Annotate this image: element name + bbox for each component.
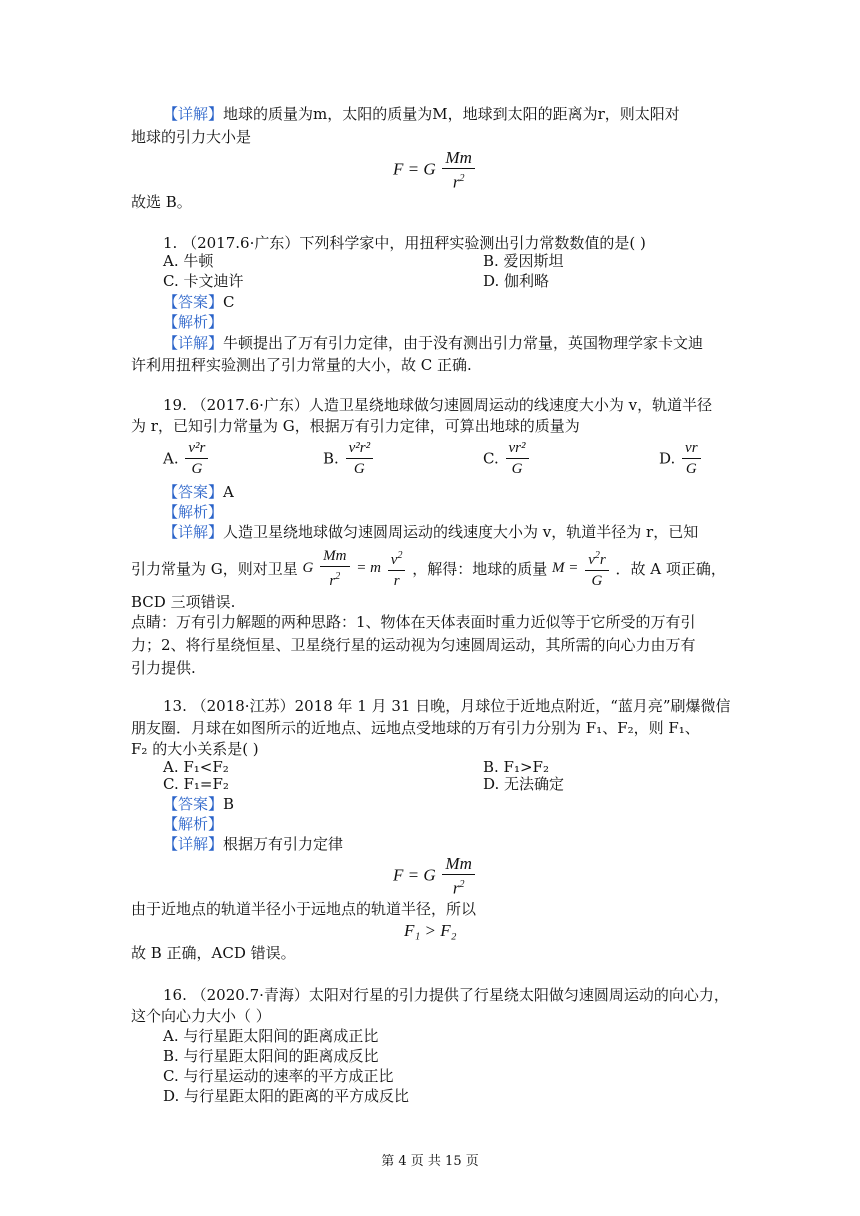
q16-stem-line-1: 16. （2020.7·青海）太阳对行星的引力提供了行星绕太阳做匀速圆周运动的向心力， — [163, 986, 729, 1004]
gravity-formula-2: F = G $\frac{Mm}{r^2}$ — [393, 854, 477, 899]
answer-tag: 【答案】 — [163, 795, 224, 813]
q19-detail-line-2: 引力常量为 G，则对卫星 G $\frac{Mm}{r^2}$ = m $\frac{v^2}{r}$ ，解得：地球的质量 M = $\frac{v^2r}{G}$ ．故 A 项正确， — [131, 548, 726, 589]
q1-detail-line-2: 许利用扭秤实验测出了引力常量的大小，故 C 正确. — [131, 356, 472, 374]
q16-option-a: A. 与行星距太阳间的距离成正比 — [163, 1027, 379, 1045]
detail-tag: 【详解】 — [163, 523, 224, 541]
q13-stem-line-2: 朋友圈．月球在如图所示的近地点、远地点受地球的万有引力分别为 F₁、F₂，则 F₁、 — [131, 719, 700, 737]
gravity-formula: F = G $\frac{Mm}{r^2}$ — [393, 148, 477, 193]
prev-detail-line-1: 【详解】地球的质量为m，太阳的质量为M，地球到太阳的距离为r，则太阳对 — [163, 105, 680, 123]
q19-stem-line-1: 19. （2017.6·广东）人造卫星绕地球做匀速圆周运动的线速度大小为 v，轨道半径 — [163, 396, 713, 414]
q13-option-d: D. 无法确定 — [483, 775, 565, 793]
prev-conclusion: 故选 B。 — [131, 193, 192, 211]
q19-option-b: B. $\frac{\text{v²r²}}{G}$ — [323, 438, 375, 479]
q19-note-line-3: 引力提供. — [131, 659, 196, 677]
q13-option-a: A. F₁<F₂ — [163, 758, 229, 776]
q1-detail-line-1: 【详解】牛顿提出了万有引力定律，由于没有测出引力常量，英国物理学家卡文迪 — [163, 334, 704, 352]
analysis-tag: 【解析】 — [163, 313, 224, 331]
q13-stem-line-3: F₂ 的大小关系是( ) — [131, 740, 259, 758]
q1-stem: 1. （2017.6·广东）下列科学家中，用扭秤实验测出引力常数数值的是( ) — [163, 234, 646, 252]
q16-stem-line-2: 这个向心力大小（ ） — [131, 1007, 271, 1025]
analysis-tag: 【解析】 — [163, 815, 224, 833]
prev-detail-line-2: 地球的引力大小是 — [131, 128, 252, 146]
q19-analysis — [163, 502, 223, 522]
detail-tag: 【详解】 — [163, 334, 224, 352]
q19-option-d: D. $\frac{vr}{G}$ — [659, 438, 703, 479]
q13-answer: 【答案】B — [163, 795, 235, 813]
detail-tag: 【详解】 — [163, 835, 224, 853]
q13-stem-line-1: 13. （2018·江苏）2018 年 1 月 31 日晚，月球位于近地点附近，“蓝月亮”刷爆微信 — [163, 697, 731, 715]
q13-analysis — [163, 814, 223, 834]
q16-option-c: C. 与行星运动的速率的平方成正比 — [163, 1067, 394, 1085]
q19-option-a: A. $\frac{\text{v²r}}{G}$ — [163, 438, 210, 479]
q13-detail-line-2: 由于近地点的轨道半径小于远地点的轨道半径，所以 — [131, 900, 477, 918]
q19-detail-line-1: 【详解】人造卫星绕地球做匀速圆周运动的线速度大小为 v，轨道半径为 r，已知 — [163, 523, 699, 541]
q19-answer: 【答案】A — [163, 483, 234, 501]
q1-answer: 【答案】C — [163, 293, 235, 311]
answer-tag: 【答案】 — [163, 293, 224, 311]
q1-option-d: D. 伽利略 — [483, 272, 550, 290]
q1-option-b: B. 爱因斯坦 — [483, 252, 564, 270]
q19-note-line-2: 力；2、将行星绕恒星、卫星绕行星的运动视为匀速圆周运动，其所需的向心力由万有 — [131, 636, 696, 654]
q13-conclusion: 故 B 正确，ACD 错误。 — [131, 944, 296, 962]
q1-analysis — [163, 312, 223, 332]
q1-option-a: A. 牛顿 — [163, 252, 214, 270]
q16-option-b: B. 与行星距太阳间的距离成反比 — [163, 1047, 379, 1065]
q13-option-c: C. F₁=F₂ — [163, 775, 229, 793]
q19-option-c: C. $\frac{\text{vr²}}{G}$ — [483, 438, 531, 479]
q13-relation: F₁ > F₂ — [404, 921, 457, 940]
analysis-tag: 【解析】 — [163, 503, 224, 521]
page-footer: 第 4 页 共 15 页 — [381, 1154, 479, 1169]
q16-option-d: D. 与行星距太阳的距离的平方成反比 — [163, 1087, 410, 1105]
q13-option-b: B. F₁>F₂ — [483, 758, 549, 776]
q19-stem-line-2: 为 r，已知引力常量为 G，根据万有引力定律，可算出地球的质量为 — [131, 417, 580, 435]
q19-note-line-1: 点睛：万有引力解题的两种思路：1、物体在天体表面时重力近似等于它所受的万有引 — [131, 613, 696, 631]
q13-detail-line-1: 【详解】根据万有引力定律 — [163, 835, 344, 853]
answer-tag: 【答案】 — [163, 483, 224, 501]
q1-option-c: C. 卡文迪许 — [163, 272, 244, 290]
detail-tag: 【详解】 — [163, 105, 224, 123]
q19-detail-line-3: BCD 三项错误. — [131, 593, 236, 611]
